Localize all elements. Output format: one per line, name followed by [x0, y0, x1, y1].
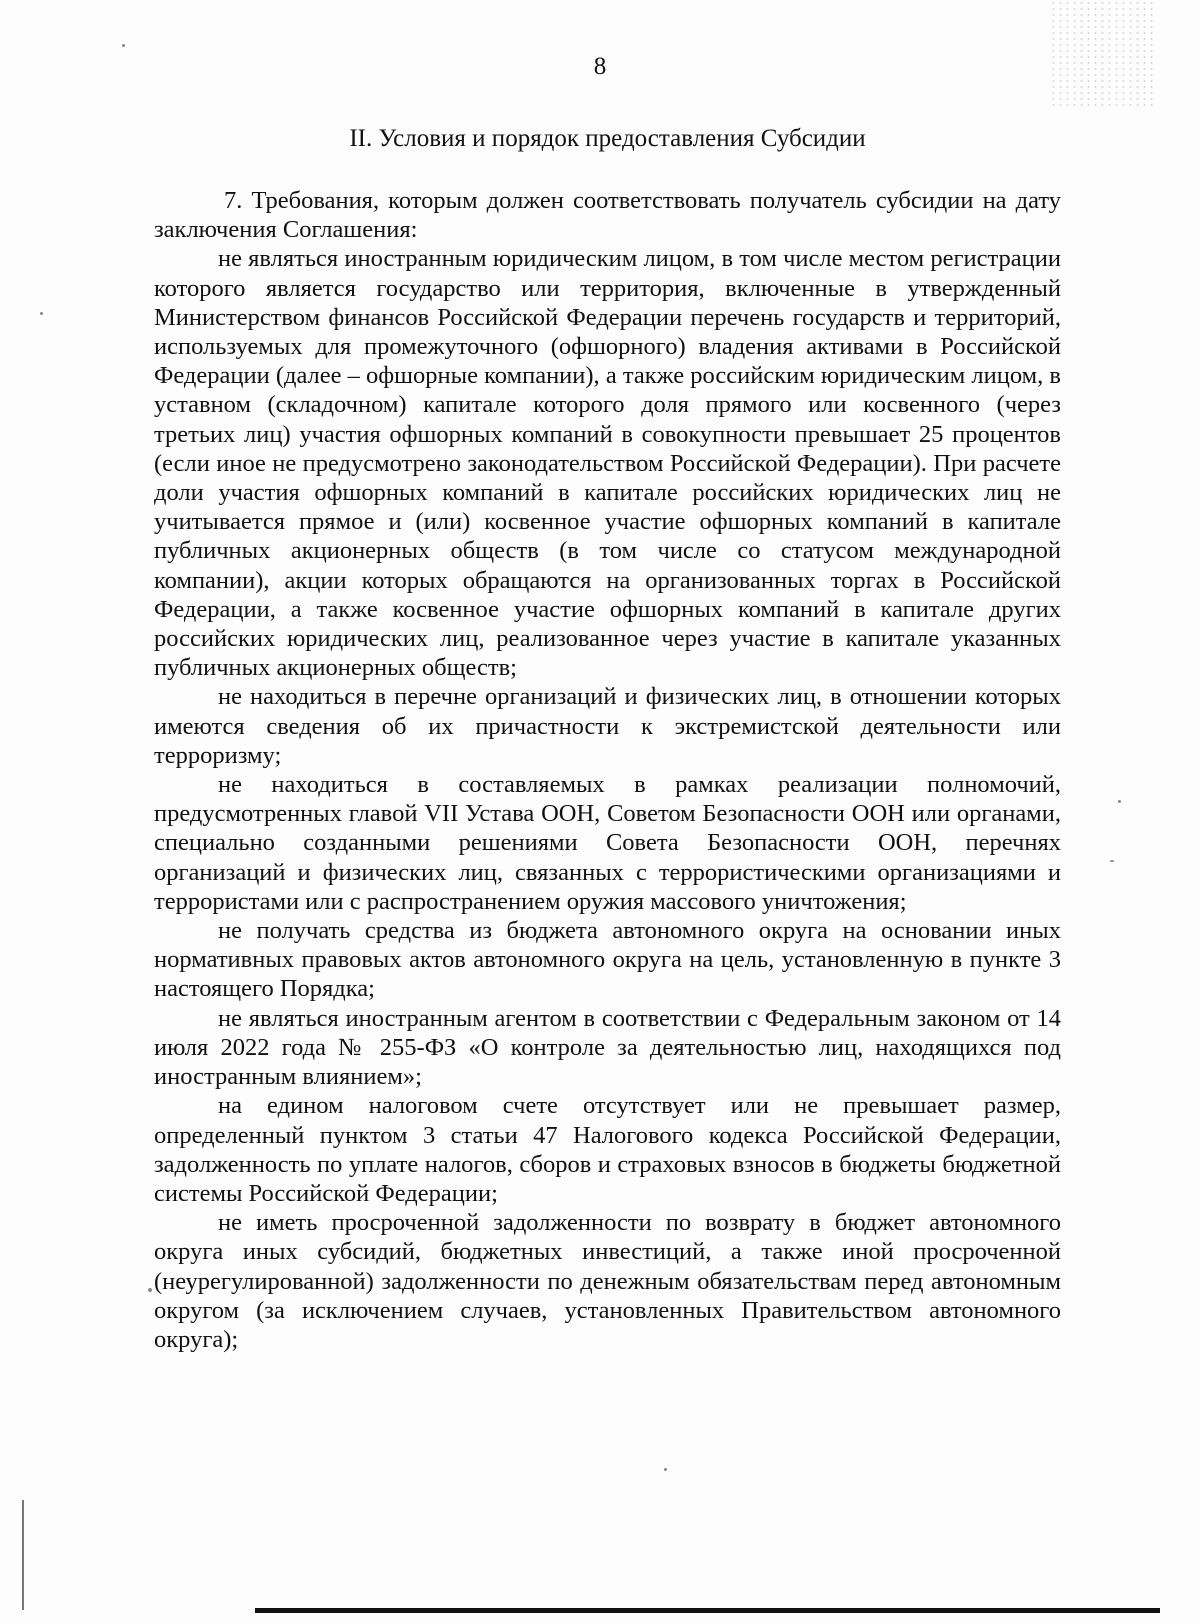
scan-speck: [1110, 860, 1114, 862]
document-body: [154, 186, 1061, 1354]
scan-bottom-edge: [255, 1608, 1160, 1613]
paragraph-requirements-intro: 7. Требования, которым должен соответствовать получатель субсидии на дату заключения Соглашения:: [154, 187, 1061, 244]
paragraph-budget-funds: не получать средства из бюджета автономного округа на основании иных нормативных правовых актов автономного округа на цель, установленную в пункте 3 настоящего Порядка;: [154, 917, 1061, 1003]
scan-speck: [664, 1468, 667, 1471]
scan-speck: [40, 312, 43, 315]
section-title: II. Условия и порядок предоставления Субсидии: [349, 125, 866, 152]
paragraph-offshore: не являться иностранным юридическим лицом, в том числе местом регистрации которого является государство или территория, включенные в утвержденный Министерством финансов Российской Федерации перечень государств и территорий, используемых для промежуточного (офшорного) владения активами в Российской Федерации (далее – офшорные компании), а также российским юридическим лицом, в уставном (складочном) капитале которого доля прямого или косвенного (через третьих лиц) участия офшорных компаний в совокупности превышает 25 процентов (если иное не предусмотрено законодательством Российской Федерации). При расчете доли участия офшорных компаний в капитале российских юридических лиц не учитывается прямое и (или) косвенное участие офшорных компаний в капитале публичных акционерных обществ (в том числе со статусом международной компании), акции которых обращаются на организованных торгах в Российской Федерации, а также косвенное участие офшорных компаний в капитале других российских юридических лиц, реализованное через участие в капитале указанных публичных акционерных обществ;: [154, 245, 1061, 682]
paragraph-tax-debt: на едином налоговом счете отсутствует или не превышает размер, определенный пунктом 3 статьи 47 Налогового кодекса Российской Федерации, задолженность по уплате налогов, сборов и страховых взносов в бюджеты бюджетной системы Российской Федерации;: [154, 1092, 1061, 1207]
scan-speck: [1118, 800, 1121, 803]
scan-edge-line: [22, 1500, 24, 1610]
paragraph-un-sanctions: не находиться в составляемых в рамках реализации полномочий, предусмотренных главой VII Устава ООН, Советом Безопасности ООН или органами, специально созданными решениями Совета Безопасности ООН, перечнях организаций и физических лиц, связанных с террористическими организациями и террористами или с распространением оружия массового уничтожения;: [154, 771, 1061, 915]
paragraph-foreign-agent: не являться иностранным агентом в соответствии с Федеральным законом от 14 июля 2022 года № 255-ФЗ «О контроле за деятельностью лиц, находящихся под иностранным влиянием»;: [154, 1004, 1061, 1091]
paragraph-extremism: не находиться в перечне организаций и физических лиц, в отношении которых имеются сведения об их причастности к экстремистской деятельности или терроризму;: [154, 683, 1061, 769]
paragraph-overdue-debt: не иметь просроченной задолженности по возврату в бюджет автономного округа иных субсидий, бюджетных инвестиций, а также иной просроченной (неурегулированной) задолженности по денежным обязательствам перед автономным округом (за исключением случаев, установленных Правительством автономного округа);: [154, 1209, 1061, 1353]
scan-speck: [148, 1288, 152, 1292]
page-number: 8: [593, 53, 607, 80]
scan-speck: [122, 44, 125, 47]
